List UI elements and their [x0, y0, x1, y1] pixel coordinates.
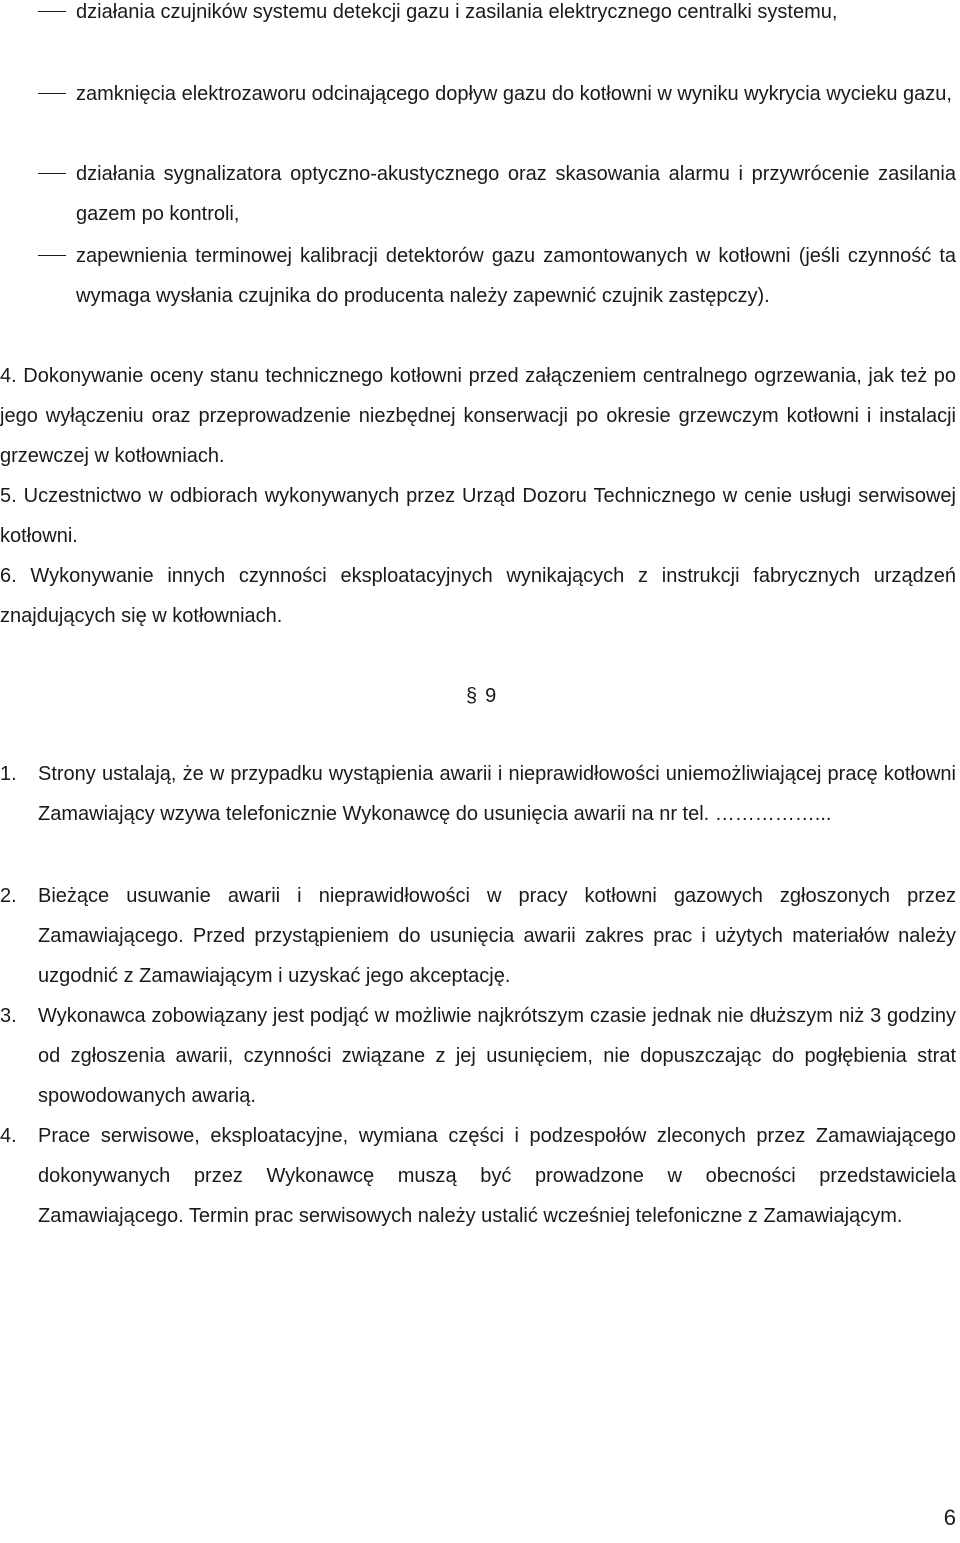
page-number: 6 [943, 1505, 956, 1530]
item-body: Wykonawca zobowiązany jest podjąć w możliwie najkrótszym czasie jednak nie dłuższym niż 3 godziny od zgłoszenia awarii, czynności związane z jej usunięciem, nie dopuszczając do pogłębienia strat spowodowanych awarią. [38, 1005, 956, 1107]
dash-marker [38, 173, 66, 174]
dash-marker [38, 93, 66, 94]
item-number: 3. [0, 1005, 17, 1027]
numbered-item [0, 356, 956, 476]
item-body: Dokonywanie oceny stanu technicznego kotłowni przed załączeniem centralnego ogrzewania, jak też po jego wyłączeniu oraz przeprowadzenie niezbędnej konserwacji po okresie grzewczym kotłowni i instalacji grzewczej w kotłowniach. [0, 365, 957, 467]
numbered-item-text [0, 356, 956, 476]
numbered-item [0, 996, 956, 1116]
numbered-item-text [0, 556, 956, 636]
numbered-item-text [0, 476, 956, 556]
item-body: Wykonywanie innych czynności eksploatacyjnych wynikających z instrukcji fabrycznych urządzeń znajdujących się w kotłowniach. [0, 565, 956, 627]
numbered-item [0, 476, 956, 556]
numbered-item [0, 556, 956, 636]
item-number: 5. [0, 485, 17, 507]
numbered-item [0, 1116, 956, 1236]
numbered-item [0, 876, 956, 996]
dash-list-item [38, 154, 956, 234]
dash-item-text: działania sygnalizatora optyczno-akustycznego oraz skasowania alarmu i przywrócenie zasilania gazem po kontroli, [76, 163, 956, 225]
section-number: 9 [485, 685, 497, 707]
item-number: 6. [0, 565, 17, 587]
item-body: Strony ustalają, że w przypadku wystąpienia awarii i nieprawidłowości uniemożliwiającej pracę kotłowni Zamawiający wzywa telefonicznie Wykonawcę do usunięcia awarii na nr tel. ……………... [38, 763, 956, 825]
dash-item-text: zapewnienia terminowej kalibracji detektorów gazu zamontowanych w kotłowni (jeśli czynność ta wymaga wysłania czujnika do producenta należy zapewnić czujnik zastępczy). [76, 245, 956, 307]
item-body: Prace serwisowe, eksploatacyjne, wymiana części i podzespołów zleconych przez Zamawiającego dokonywanych przez Wykonawcę muszą być prowadzone w obecności przedstawiciela Zamawiającego. Termin prac serwisowych należy ustalić wcześniej telefoniczne z Zamawiającym. [38, 1125, 956, 1227]
dash-marker [38, 255, 66, 256]
numbered-item [0, 754, 956, 834]
dash-list-item [38, 236, 956, 316]
item-number: 2. [0, 885, 17, 907]
section-sign: § [466, 685, 478, 707]
dash-item-text: zamknięcia elektrozaworu odcinającego dopływ gazu do kotłowni w wyniku wykrycia wycieku gazu, [76, 83, 952, 105]
item-number: 1. [0, 763, 17, 785]
section-heading [466, 676, 496, 716]
item-body: Uczestnictwo w odbiorach wykonywanych przez Urząd Dozoru Technicznego w cenie usługi serwisowej kotłowni. [0, 485, 956, 547]
dash-list-item [38, 0, 956, 32]
dash-item-text: działania czujników systemu detekcji gazu i zasilania elektrycznego centralki systemu, [76, 1, 838, 23]
item-body: Bieżące usuwanie awarii i nieprawidłowości w pracy kotłowni gazowych zgłoszonych przez Zamawiającego. Przed przystąpieniem do usunięcia awarii zakres prac i użytych materiałów należy uzgodnić z Zamawiającym i uzyskać jego akceptację. [38, 885, 956, 987]
item-number: 4. [0, 1125, 17, 1147]
dash-list-item [38, 74, 956, 114]
dash-marker [38, 11, 66, 12]
item-number: 4. [0, 365, 17, 387]
